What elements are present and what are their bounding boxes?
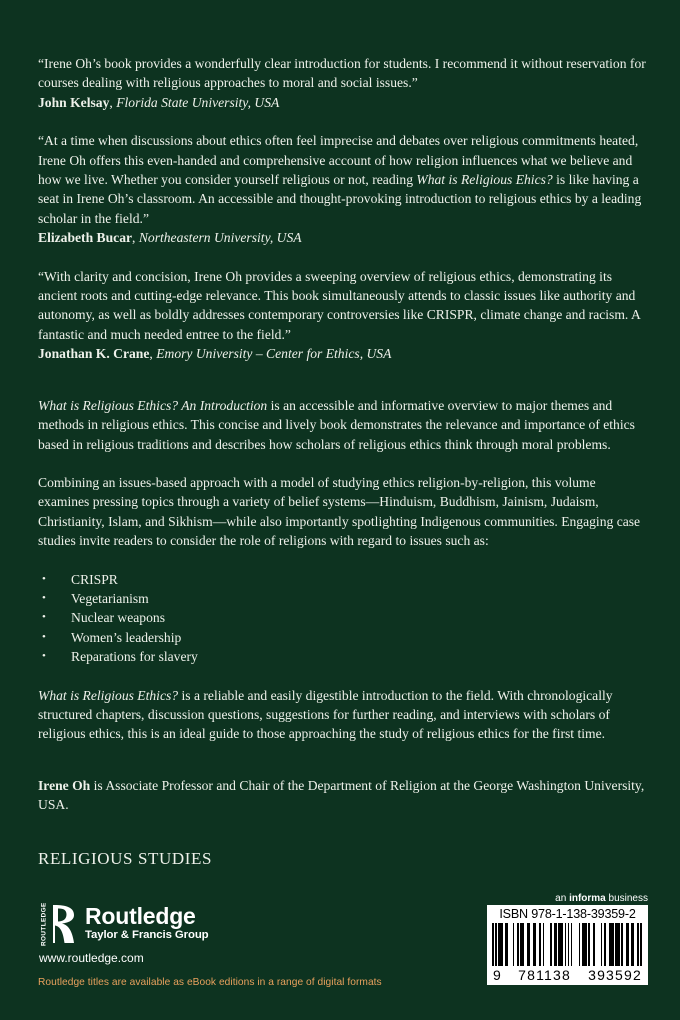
publisher-website[interactable]: www.routledge.com bbox=[39, 951, 144, 965]
bullet-icon: • bbox=[42, 650, 46, 663]
description-paragraph-2: Combining an issues-based approach with a model of studying ethics religion-by-religion, this volume examines pressing topics through a variety of belief systems—Hinduism, Buddhism, Jainism, Judaism, Christianity, Islam, and Sikhism—while also importantly spotlighting Indigenous communities. Engaging case studies invite readers to consider the role of religions with regard to issues such as: bbox=[38, 474, 641, 549]
list-item bbox=[38, 570, 646, 589]
list-item-label: Vegetarianism bbox=[71, 590, 149, 606]
list-item bbox=[38, 628, 646, 647]
list-item-label: Women’s leadership bbox=[71, 629, 182, 645]
endorsement-quote-1 bbox=[38, 54, 646, 112]
informa-suffix: business bbox=[605, 893, 648, 904]
endorsement-quote-2-part1: “At a time when discussions about ethics often feel imprecise and debates over religious commitments heated, Irene Oh offers this even-handed and comprehensive account of how religion influences what we believe and how we live. Whether you consider yourself religious or not, reading bbox=[38, 133, 639, 188]
bullet-icon: • bbox=[42, 572, 46, 585]
section-spacer bbox=[38, 763, 646, 776]
description-paragraph-3-rest: is a reliable and easily digestible introduction to the field. With chronologically structured chapters, discussion questions, suggestions for further reading, and interviews with scholars of religious ethics, this is an ideal guide to those approaching the study of religious ethics for the first time. bbox=[38, 687, 613, 742]
routledge-vertical-wordmark: ROUTLEDGE bbox=[40, 902, 48, 946]
barcode-box bbox=[487, 905, 648, 985]
description-paragraph-1-rest: is an accessible and informative overview to major themes and methods in religious ethics. This concise and lively book demonstrates the relevance and importance of ethics based in religious traditions and describes how scholars of religious ethics think through moral problems. bbox=[38, 397, 635, 452]
endorsement-quote-2-title: What is Religious Ehics? bbox=[416, 172, 553, 188]
informa-prefix: an bbox=[555, 893, 570, 904]
author-name: Irene Oh bbox=[38, 777, 91, 793]
routledge-logo-icon bbox=[38, 903, 78, 945]
author-bio bbox=[38, 776, 646, 815]
ebook-availability-note: Routledge titles are available as eBook editions in a range of digital formats bbox=[38, 977, 382, 988]
ean-left-group: 781138 bbox=[518, 967, 571, 983]
book-title-italic-1: What is Religious Ethics? An Introduction bbox=[38, 397, 268, 413]
endorsement-affiliation-3: Emory University – Center for Ethics, USA bbox=[156, 346, 392, 362]
publisher-wordmark bbox=[85, 903, 209, 943]
cover-footer bbox=[0, 893, 680, 1020]
description-paragraph-1 bbox=[38, 396, 646, 454]
barcode-bars bbox=[492, 923, 643, 966]
list-item bbox=[38, 589, 646, 608]
publisher-logo-row bbox=[38, 903, 298, 945]
bullet-icon: • bbox=[42, 611, 46, 624]
list-item-label: Nuclear weapons bbox=[71, 610, 165, 626]
list-item-label: CRISPR bbox=[71, 571, 118, 587]
endorsement-quote-3 bbox=[38, 267, 646, 364]
ean-first-digit: 9 bbox=[493, 967, 501, 983]
endorsement-quote-2 bbox=[38, 131, 646, 247]
endorsement-affiliation-1: Florida State University, USA bbox=[116, 94, 280, 110]
section-spacer bbox=[38, 383, 646, 396]
author-bio-rest: is Associate Professor and Chair of the Department of Religion at the George Washington University, USA. bbox=[38, 777, 645, 813]
endorsement-quote-3-text: “With clarity and concision, Irene Oh provides a sweeping overview of religious ethics, demonstrating its ancient roots and cutting-edge relevance. This book simultaneously attends to classic issues like authority and autonomy, as well as boldly addresses contemporary controversies like CRISPR, climate change and racism. A fantastic and much needed entree to the field.” bbox=[38, 268, 641, 342]
endorsement-name-3: Jonathan K. Crane bbox=[38, 346, 150, 362]
endorsement-quote-1-text: “Irene Oh’s book provides a wonderfully clear introduction for students. I recommend it without reservation for courses dealing with religious approaches to moral and social issues.” bbox=[38, 56, 646, 91]
list-item bbox=[38, 647, 646, 666]
endorsement-name-1: John Kelsay bbox=[38, 94, 110, 110]
publisher-group: Taylor & Francis Group bbox=[85, 929, 209, 941]
book-title-italic-2: What is Religious Ethics? bbox=[38, 687, 179, 703]
endorsement-separator-2: , bbox=[132, 230, 139, 246]
description-paragraph-3 bbox=[38, 686, 646, 744]
ean-digits bbox=[492, 967, 643, 983]
case-study-topics-list bbox=[38, 570, 646, 667]
list-item-label: Reparations for slavery bbox=[71, 649, 198, 665]
endorsement-separator-1: , bbox=[109, 94, 117, 110]
isbn-text: ISBN 978-1-138-39359-2 bbox=[499, 907, 636, 921]
endorsement-affiliation-2: Northeastern University, USA bbox=[138, 230, 302, 246]
endorsement-name-2: Elizabeth Bucar bbox=[38, 230, 133, 246]
informa-business-note bbox=[487, 893, 648, 904]
publisher-logo-block bbox=[38, 903, 298, 965]
informa-brand: informa bbox=[569, 893, 606, 904]
bullet-icon: • bbox=[42, 591, 46, 604]
publisher-name: Routledge bbox=[85, 903, 196, 929]
list-item bbox=[38, 608, 646, 627]
endorsement-quote-2-part2: is like having a seat in Irene Oh’s classroom. An accessible and thought-provoking introduction to religious ethics by a leading scholar in the field.” bbox=[38, 172, 642, 226]
cover-content bbox=[38, 54, 646, 869]
endorsement-separator-3: , bbox=[149, 346, 157, 362]
bullet-icon: • bbox=[42, 630, 46, 643]
subject-category: RELIGIOUS STUDIES bbox=[38, 848, 213, 868]
routledge-r-glyph-icon bbox=[51, 904, 76, 944]
ean-right-group: 393592 bbox=[588, 967, 642, 983]
